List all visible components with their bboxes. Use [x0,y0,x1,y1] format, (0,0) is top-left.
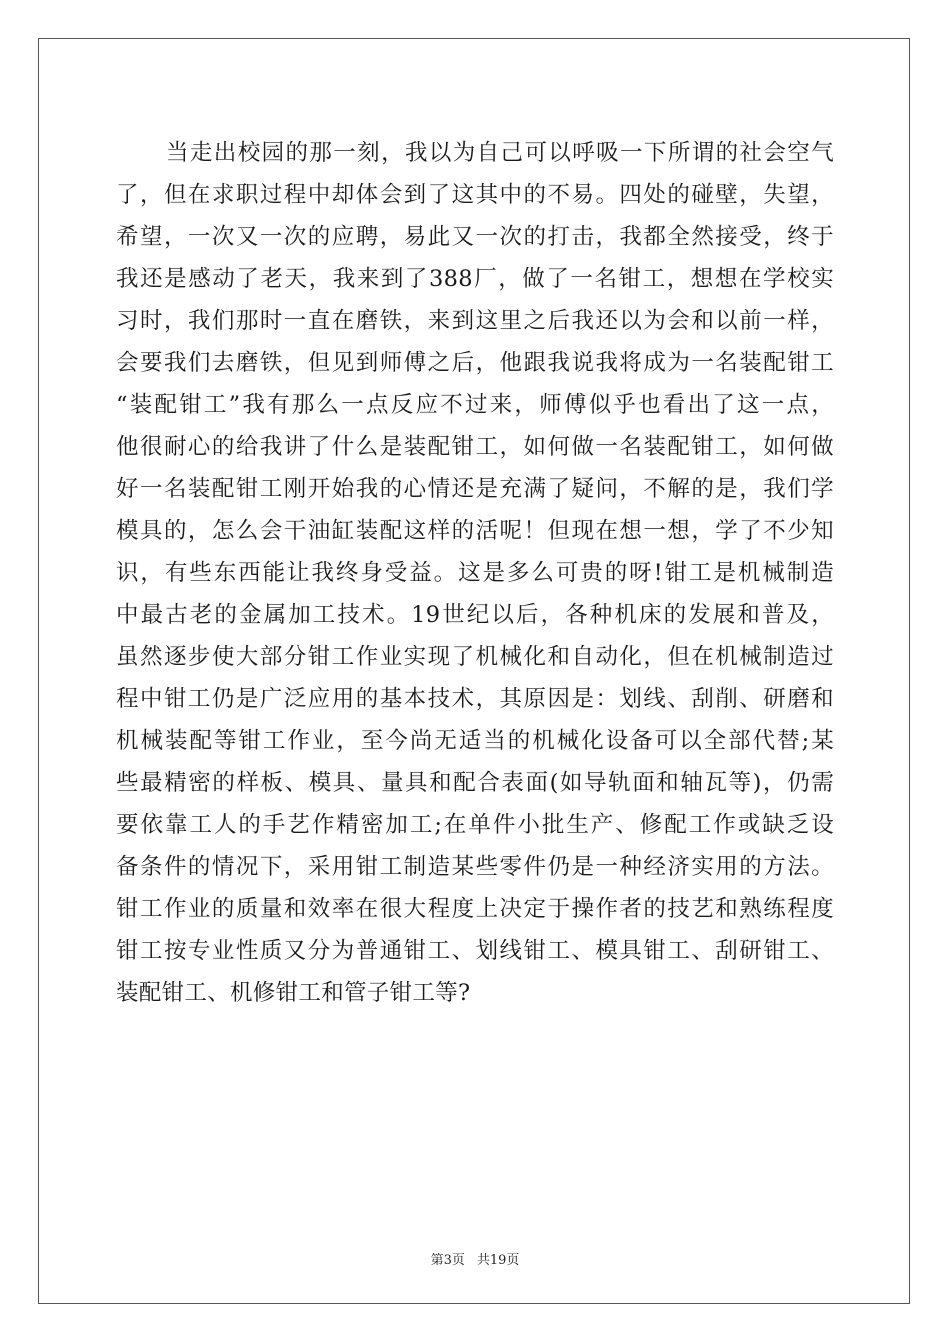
paragraph-line: 当走出校园的那一刻，我以为自己可以呼吸一下所谓的社会空气 [166,140,834,166]
paragraph-line: 会要我们去磨铁，但见到师傅之后，他跟我说我将成为一名装配钳工 [116,350,834,376]
page-footer [0,1249,950,1268]
page-number: 第3页 [430,1253,465,1268]
paragraph-line: “装配钳工”我有那么一点反应不过来，师傅似乎也看出了这一点， [116,392,834,418]
paragraph-line: 好一名装配钳工刚开始我的心情还是充满了疑问，不解的是，我们学 [116,476,834,502]
paragraph-line: 中最古老的金属加工技术。19世纪以后，各种机床的发展和普及， [116,602,834,628]
paragraph-line: 要依靠工人的手艺作精密加工;在单件小批生产、修配工作或缺乏设 [116,812,834,838]
paragraph-line: 程中钳工仍是广泛应用的基本技术，其原因是：划线、刮削、研磨和 [116,686,834,712]
paragraph-line: 习时，我们那时一直在磨铁，来到这里之后我还以为会和以前一样， [116,308,834,334]
paragraph-line: 钳工按专业性质又分为普通钳工、划线钳工、模具钳工、刮研钳工、 [116,938,834,964]
paragraph-line: 机械装配等钳工作业，至今尚无适当的机械化设备可以全部代替;某 [116,728,834,754]
paragraph-line: 模具的，怎么会干油缸装配这样的活呢！但现在想一想，学了不少知 [116,518,834,544]
paragraph-line: 备条件的情况下，采用钳工制造某些零件仍是一种经济实用的方法。 [116,854,834,880]
paragraph-line: 希望，一次又一次的应聘，易此又一次的打击，我都全然接受，终于 [116,224,834,250]
paragraph-line: 虽然逐步使大部分钳工作业实现了机械化和自动化，但在机械制造过 [116,644,834,670]
paragraph-line: 些最精密的样板、模具、量具和配合表面(如导轨面和轴瓦等)，仍需 [116,770,834,796]
paragraph-line: 装配钳工、机修钳工和管子钳工等? [116,980,471,1006]
body-paragraph [116,132,834,1014]
paragraph-line: 我还是感动了老天，我来到了388厂，做了一名钳工，想想在学校实 [116,266,834,292]
paragraph-line: 了，但在求职过程中却体会到了这其中的不易。四处的碰壁，失望， [116,182,834,208]
paragraph-line: 他很耐心的给我讲了什么是装配钳工，如何做一名装配钳工，如何做 [116,434,834,460]
paragraph-line: 识，有些东西能让我终身受益。这是多么可贵的呀!钳工是机械制造 [116,560,834,586]
page-total: 共19页 [476,1253,520,1268]
paragraph-line: 钳工作业的质量和效率在很大程度上决定于操作者的技艺和熟练程度 [116,896,834,922]
